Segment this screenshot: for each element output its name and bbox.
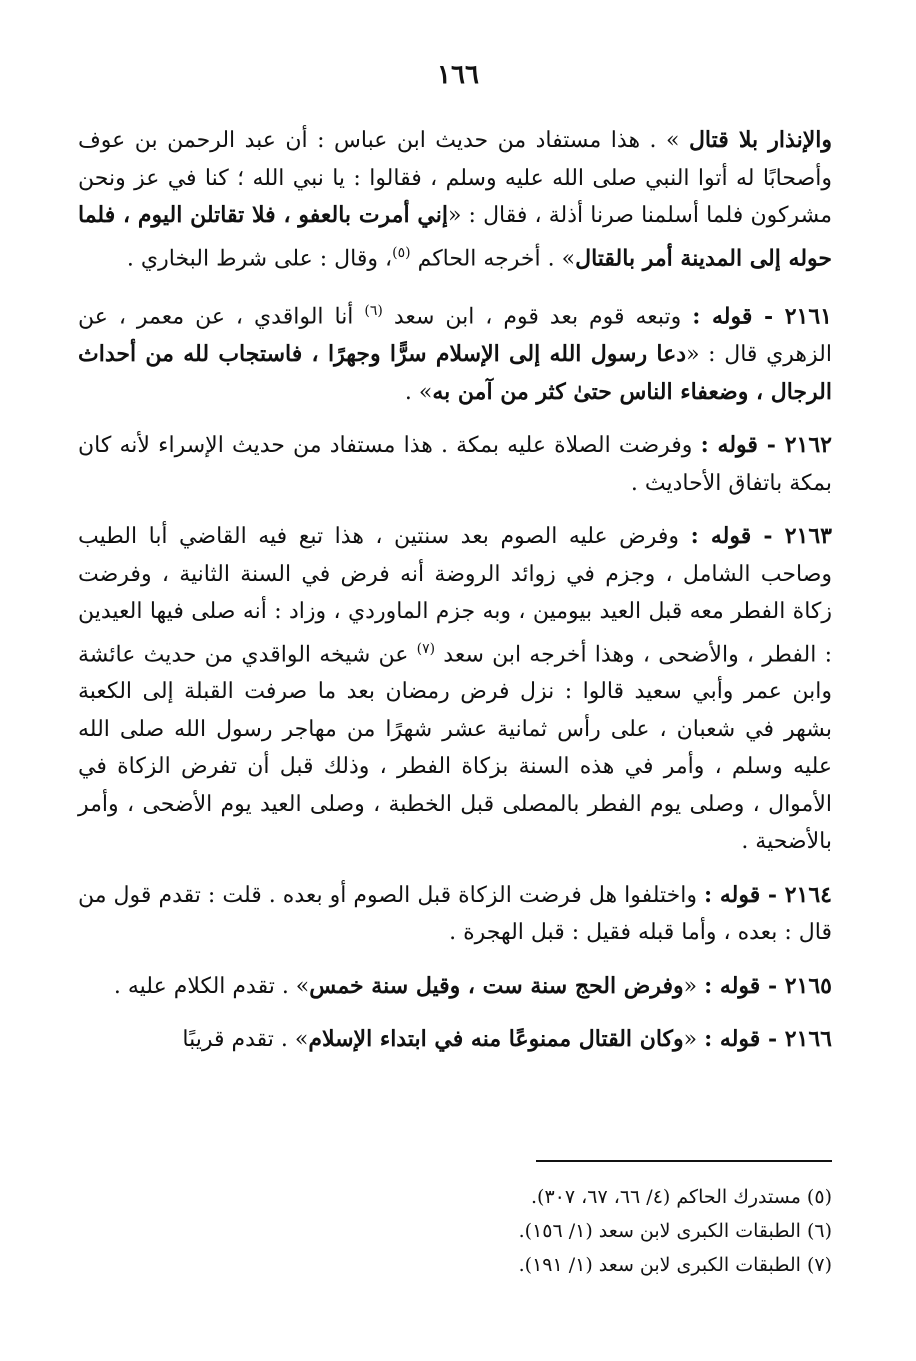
footnotes	[78, 1180, 832, 1282]
footnote-ref: (٥)	[392, 244, 411, 261]
text-run: » . تقدم قريبًا	[182, 1027, 309, 1053]
entry-2161	[78, 293, 832, 411]
intro-paragraph	[78, 122, 832, 277]
quote-bold: والإنذار بلا قتال	[688, 127, 832, 153]
entry-2164	[78, 877, 832, 952]
text-run: ، وقال : على شرط البخاري .	[126, 245, 393, 271]
entry-number: ٢١٦٤ - قوله :	[704, 881, 832, 908]
entry-2163	[78, 518, 832, 861]
quote-bold: دعا رسول الله إلى الإسلام سرًّا وجهرًا ، فاستجاب لله من أحداث الرجال ، وضعفاء الناس حتىٰ كثر من آمن به	[78, 341, 832, 405]
entry-number: ٢١٦٢ - قوله :	[700, 432, 832, 459]
entry-number: ٢١٦٣ - قوله :	[690, 523, 832, 550]
entry-2162	[78, 427, 832, 502]
footnote-6: (٦) الطبقات الكبرى لابن سعد (١/ ١٥٦).	[518, 1220, 832, 1242]
footnote-7: (٧) الطبقات الكبرى لابن سعد (١/ ١٩١).	[518, 1254, 832, 1276]
text-run: «	[683, 973, 698, 999]
footnote-5: (٥) مستدرك الحاكم (٤/ ٦٦، ٦٧، ٣٠٧).	[530, 1186, 832, 1208]
text-run: وفرض عليه الصوم بعد سنتين ، هذا تبع فيه القاضي أبا الطيب وصاحب الشامل ، وجزم في زوائد الروضة أنه فرض في السنة الثانية ، وفرضت زكاة الفطر معه قبل العيد بيومين ، وبه جزم الماوردي ، وزاد : أنه صلى فيها العيدين : الفطر ، والأضحى ، وهذا أخرجه ابن سعد	[78, 524, 832, 667]
footnote-ref: (٦)	[364, 303, 383, 320]
quote-bold: وفرض الحج سنة ست ، وقيل سنة خمس	[309, 972, 684, 999]
text-run: وتبعه قوم بعد قوم ، ابن سعد	[393, 304, 682, 330]
text-run: واختلفوا هل فرضت الزكاة قبل الصوم أو بعده . قلت : تقدم قول من قال : بعده ، وأما قبله فقيل : قبل الهجرة .	[78, 882, 832, 946]
main-text	[78, 122, 832, 1075]
page-number: ١٦٦	[437, 60, 479, 90]
entry-number: ٢١٦٥ - قوله :	[704, 972, 832, 999]
footnote-divider	[536, 1160, 832, 1162]
text-run: » . تقدم الكلام عليه .	[113, 973, 310, 999]
text-run: «	[683, 1027, 698, 1053]
entry-2166	[78, 1021, 832, 1059]
text-run: » .	[404, 379, 433, 405]
quote-bold: إني أمرت بالعفو ، فلا تقاتلن اليوم ، فلما حوله إلى المدينة أمر بالقتال	[78, 202, 832, 271]
quote-bold: وكان القتال ممنوعًا منه في ابتداء الإسلام	[308, 1026, 684, 1053]
text-run: وفرضت الصلاة عليه بمكة . هذا مستفاد من حديث الإسراء لأنه كان بمكة باتفاق الأحاديث .	[78, 433, 832, 496]
entry-number: ٢١٦١ - قوله :	[692, 303, 832, 330]
text-run: » . هذا مستفاد من حديث ابن عباس : أن عبد الرحمن بن عوف وأصحابًا له أتوا النبي صلى الله عليه وسلم ، فقالوا : يا نبي الله ؛ كنا في عز ونحن مشركون فلما أسلمنا صرنا أذلة ، فقال : «	[78, 128, 832, 228]
entry-2165	[78, 968, 832, 1006]
footnote-ref: (٧)	[416, 640, 436, 657]
text-run: » . أخرجه الحاكم	[417, 245, 576, 271]
entry-number: ٢١٦٦ - قوله :	[704, 1026, 832, 1053]
text-run: أنا الواقدي ، عن معمر ، عن الزهري قال : «	[78, 304, 832, 368]
text-run: عن شيخه الواقدي من حديث عائشة وابن عمر وأبي سعيد قالوا : نزل فرض رمضان بعد ما صرفت القبلة إلى الكعبة بشهر في شعبان ، على رأس ثمانية عشر شهرًا من مهاجر رسول الله صلى الله عليه وسلم ، وأمر في هذه السنة بزكاة الفطر ، وذلك قبل أن تفرض الزكاة في الأموال ، وصلى يوم الفطر بالمصلى قبل الخطبة ، وصلى العيد يوم الأضحى ، وأمر بالأضحية .	[78, 641, 832, 855]
